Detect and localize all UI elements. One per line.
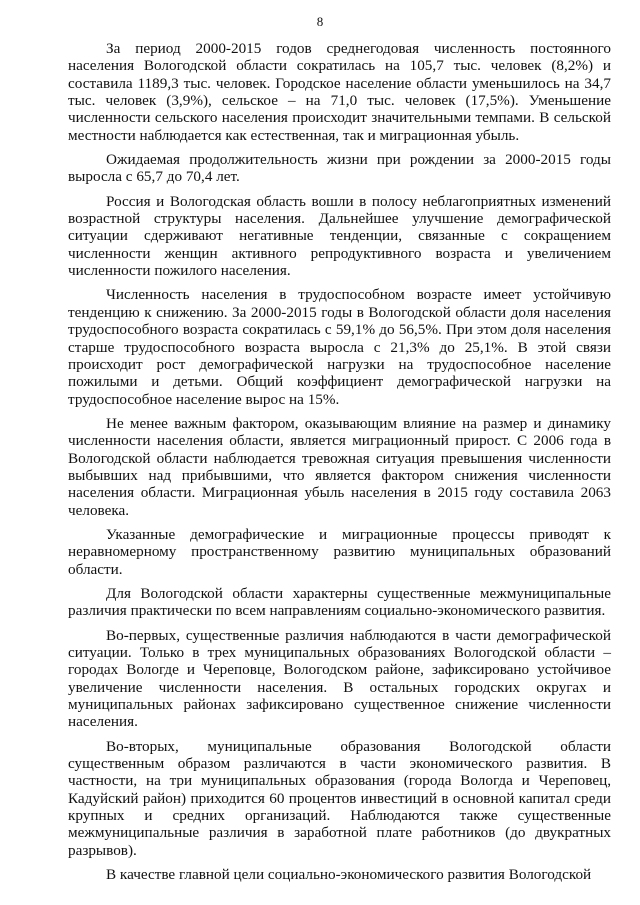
document-body (68, 40, 611, 890)
paragraph: Указанные демографические и миграционные процессы приводят к неравномерному пространственному развитию муниципальных образований области. (68, 525, 611, 578)
paragraph: Не менее важным фактором, оказывающим влияние на размер и динамику численности населения области, является миграционный прирост. С 2006 года в Вологодской области наблюдается тревожная ситуация превышения численности выбывших над прибывшими, что является фактором снижения численности населения области. Миграционная убыль населения в 2015 году составила 2063 человека. (68, 414, 611, 519)
paragraph: Во-первых, существенные различия наблюдаются в части демографической ситуации. Только в трех муниципальных образованиях Вологодской области – городах Вологде и Череповце, Вологодском районе, зафиксировано устойчивое увеличение численности населения. В остальных городских округах и муниципальных районах зафиксировано существенное снижение численности населения. (68, 626, 611, 731)
page-number: 8 (316, 14, 324, 29)
paragraph: Ожидаемая продолжительность жизни при рождении за 2000-2015 годы выросла с 65,7 до 70,4 лет. (68, 151, 611, 186)
paragraph: Для Вологодской области характерны существенные межмуниципальные различия практически по всем направлениям социально-экономического развития. (68, 584, 611, 620)
paragraph: Численность населения в трудоспособном возрасте имеет устойчивую тенденцию к снижению. За 2000-2015 годы в Вологодской области доля населения трудоспособного возраста сократилась с 59,1% до 56,5%. При этом доля населения старше трудоспособного возраста выросла с 21,3% до 25,1%. В этой связи происходит рост демографической нагрузки на трудоспособное население пожилыми и детьми. Общий коэффициент демографической нагрузки на трудоспособное население вырос на 15%. (68, 286, 611, 408)
paragraph: За период 2000-2015 годов среднегодовая численность постоянного населения Вологодской области сократилась на 105,7 тыс. человек (8,2%) и составила 1189,3 тыс. человек. Городское население области уменьшилось на 34,7 тыс. человек (3,9%), сельское – на 71,0 тыс. человек (17,5%). Уменьшение численности сельского населения происходит значительными темпами. В сельской местности наблюдается как естественная, так и миграционная убыль. (68, 40, 611, 144)
paragraph: Во-вторых, муниципальные образования Вологодской области существенным образом различаются в части экономического развития. В частности, на три муниципальных образования (города Вологда и Череповец, Кадуйский район) приходится 60 процентов инвестиций в основной капитал среди крупных и средних организаций. Наблюдаются также существенные межмуниципальные различия в заработной плате работников (до двукратных разрывов). (68, 737, 611, 859)
paragraph: В качестве главной цели социально-экономического развития Вологодской (106, 866, 592, 884)
paragraph: Россия и Вологодская область вошли в полосу неблагоприятных изменений возрастной структуры населения. Дальнейшее улучшение демографической ситуации сдерживают негативные тенденции, связанные с сокращением численности женщин активного репродуктивного возраста и увеличением численности пожилого населения. (68, 192, 611, 280)
